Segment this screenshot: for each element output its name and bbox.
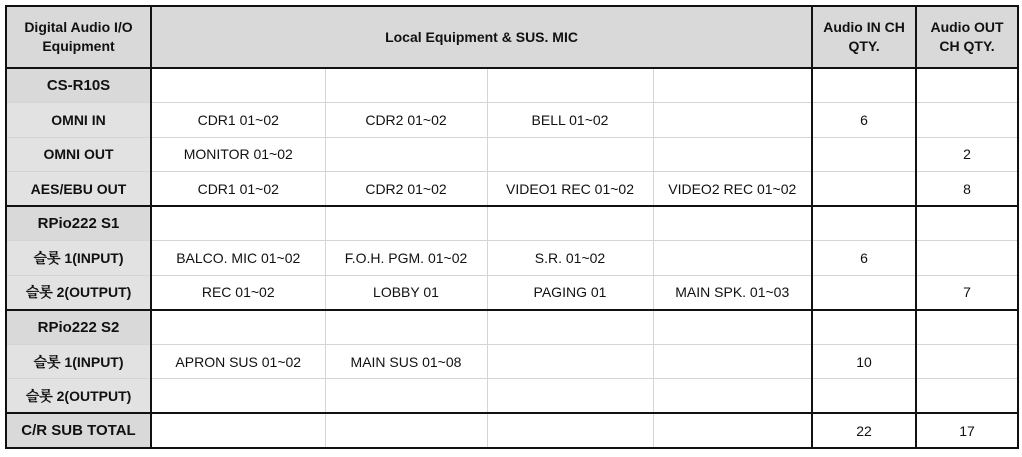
table-cell <box>653 379 812 414</box>
header-audio-in-qty: Audio IN CH QTY. <box>812 6 916 68</box>
row-label: OMNI IN <box>6 103 151 138</box>
table-row <box>6 206 1018 241</box>
row-label: OMNI OUT <box>6 137 151 172</box>
table-cell: F.O.H. PGM. 01~02 <box>325 241 487 276</box>
table-row <box>6 310 1018 345</box>
total-row <box>6 413 1018 448</box>
in-qty-cell: 10 <box>812 344 916 379</box>
table-row <box>6 379 1018 414</box>
table-cell: APRON SUS 01~02 <box>151 344 325 379</box>
table-cell: CDR2 01~02 <box>325 103 487 138</box>
table-cell <box>325 379 487 414</box>
in-qty-cell <box>812 206 916 241</box>
out-qty-cell: 7 <box>916 275 1018 310</box>
table-cell: VIDEO2 REC 01~02 <box>653 172 812 207</box>
table-cell <box>487 379 653 414</box>
table-cell: MONITOR 01~02 <box>151 137 325 172</box>
table-cell <box>325 413 487 448</box>
table-row <box>6 137 1018 172</box>
table-cell <box>151 310 325 345</box>
table-cell <box>653 206 812 241</box>
table-cell: PAGING 01 <box>487 275 653 310</box>
row-label: AES/EBU OUT <box>6 172 151 207</box>
in-qty-cell: 6 <box>812 241 916 276</box>
out-qty-cell <box>916 103 1018 138</box>
table-cell <box>487 137 653 172</box>
table-cell: CDR1 01~02 <box>151 172 325 207</box>
out-qty-cell <box>916 206 1018 241</box>
out-qty-cell <box>916 344 1018 379</box>
table-row <box>6 103 1018 138</box>
table-cell <box>653 241 812 276</box>
table-cell <box>325 137 487 172</box>
header-local-equipment: Local Equipment & SUS. MIC <box>151 6 812 68</box>
table-cell <box>487 206 653 241</box>
table-cell: BELL 01~02 <box>487 103 653 138</box>
table-cell: VIDEO1 REC 01~02 <box>487 172 653 207</box>
out-qty-cell: 2 <box>916 137 1018 172</box>
header-equipment: Digital Audio I/O Equipment <box>6 6 151 68</box>
table-row <box>6 344 1018 379</box>
out-qty-cell <box>916 241 1018 276</box>
table-cell: S.R. 01~02 <box>487 241 653 276</box>
row-label: RPio222 S1 <box>6 206 151 241</box>
table-cell <box>653 103 812 138</box>
table-cell <box>487 68 653 103</box>
in-qty-cell: 6 <box>812 103 916 138</box>
table-cell <box>151 68 325 103</box>
table-cell: CDR1 01~02 <box>151 103 325 138</box>
table-cell: LOBBY 01 <box>325 275 487 310</box>
table-header-row <box>6 6 1018 68</box>
in-qty-cell <box>812 172 916 207</box>
total-in-qty: 22 <box>812 413 916 448</box>
table-cell: MAIN SUS 01~08 <box>325 344 487 379</box>
out-qty-cell <box>916 68 1018 103</box>
in-qty-cell <box>812 137 916 172</box>
table-cell <box>653 344 812 379</box>
table-cell: CDR2 01~02 <box>325 172 487 207</box>
out-qty-cell <box>916 310 1018 345</box>
table-cell <box>151 206 325 241</box>
table-row <box>6 275 1018 310</box>
table-cell <box>325 68 487 103</box>
row-label: 슬롯 2(OUTPUT) <box>6 275 151 310</box>
table-row <box>6 68 1018 103</box>
row-label: 슬롯 1(INPUT) <box>6 241 151 276</box>
audio-io-table <box>5 5 1019 449</box>
in-qty-cell <box>812 68 916 103</box>
table-cell: MAIN SPK. 01~03 <box>653 275 812 310</box>
table-cell: BALCO. MIC 01~02 <box>151 241 325 276</box>
total-label: C/R SUB TOTAL <box>6 413 151 448</box>
table-cell <box>325 310 487 345</box>
table-cell <box>487 310 653 345</box>
table-cell <box>325 206 487 241</box>
out-qty-cell <box>916 379 1018 414</box>
total-out-qty: 17 <box>916 413 1018 448</box>
in-qty-cell <box>812 379 916 414</box>
in-qty-cell <box>812 310 916 345</box>
table-cell <box>151 379 325 414</box>
table-cell: REC 01~02 <box>151 275 325 310</box>
table-cell <box>487 344 653 379</box>
out-qty-cell: 8 <box>916 172 1018 207</box>
row-label: 슬롯 2(OUTPUT) <box>6 379 151 414</box>
table-row <box>6 241 1018 276</box>
in-qty-cell <box>812 275 916 310</box>
table-cell <box>653 137 812 172</box>
table-cell <box>151 413 325 448</box>
row-label: CS-R10S <box>6 68 151 103</box>
table-cell <box>653 310 812 345</box>
row-label: 슬롯 1(INPUT) <box>6 344 151 379</box>
table-cell <box>653 413 812 448</box>
table-row <box>6 172 1018 207</box>
table-cell <box>653 68 812 103</box>
row-label: RPio222 S2 <box>6 310 151 345</box>
header-audio-out-qty: Audio OUT CH QTY. <box>916 6 1018 68</box>
table-cell <box>487 413 653 448</box>
